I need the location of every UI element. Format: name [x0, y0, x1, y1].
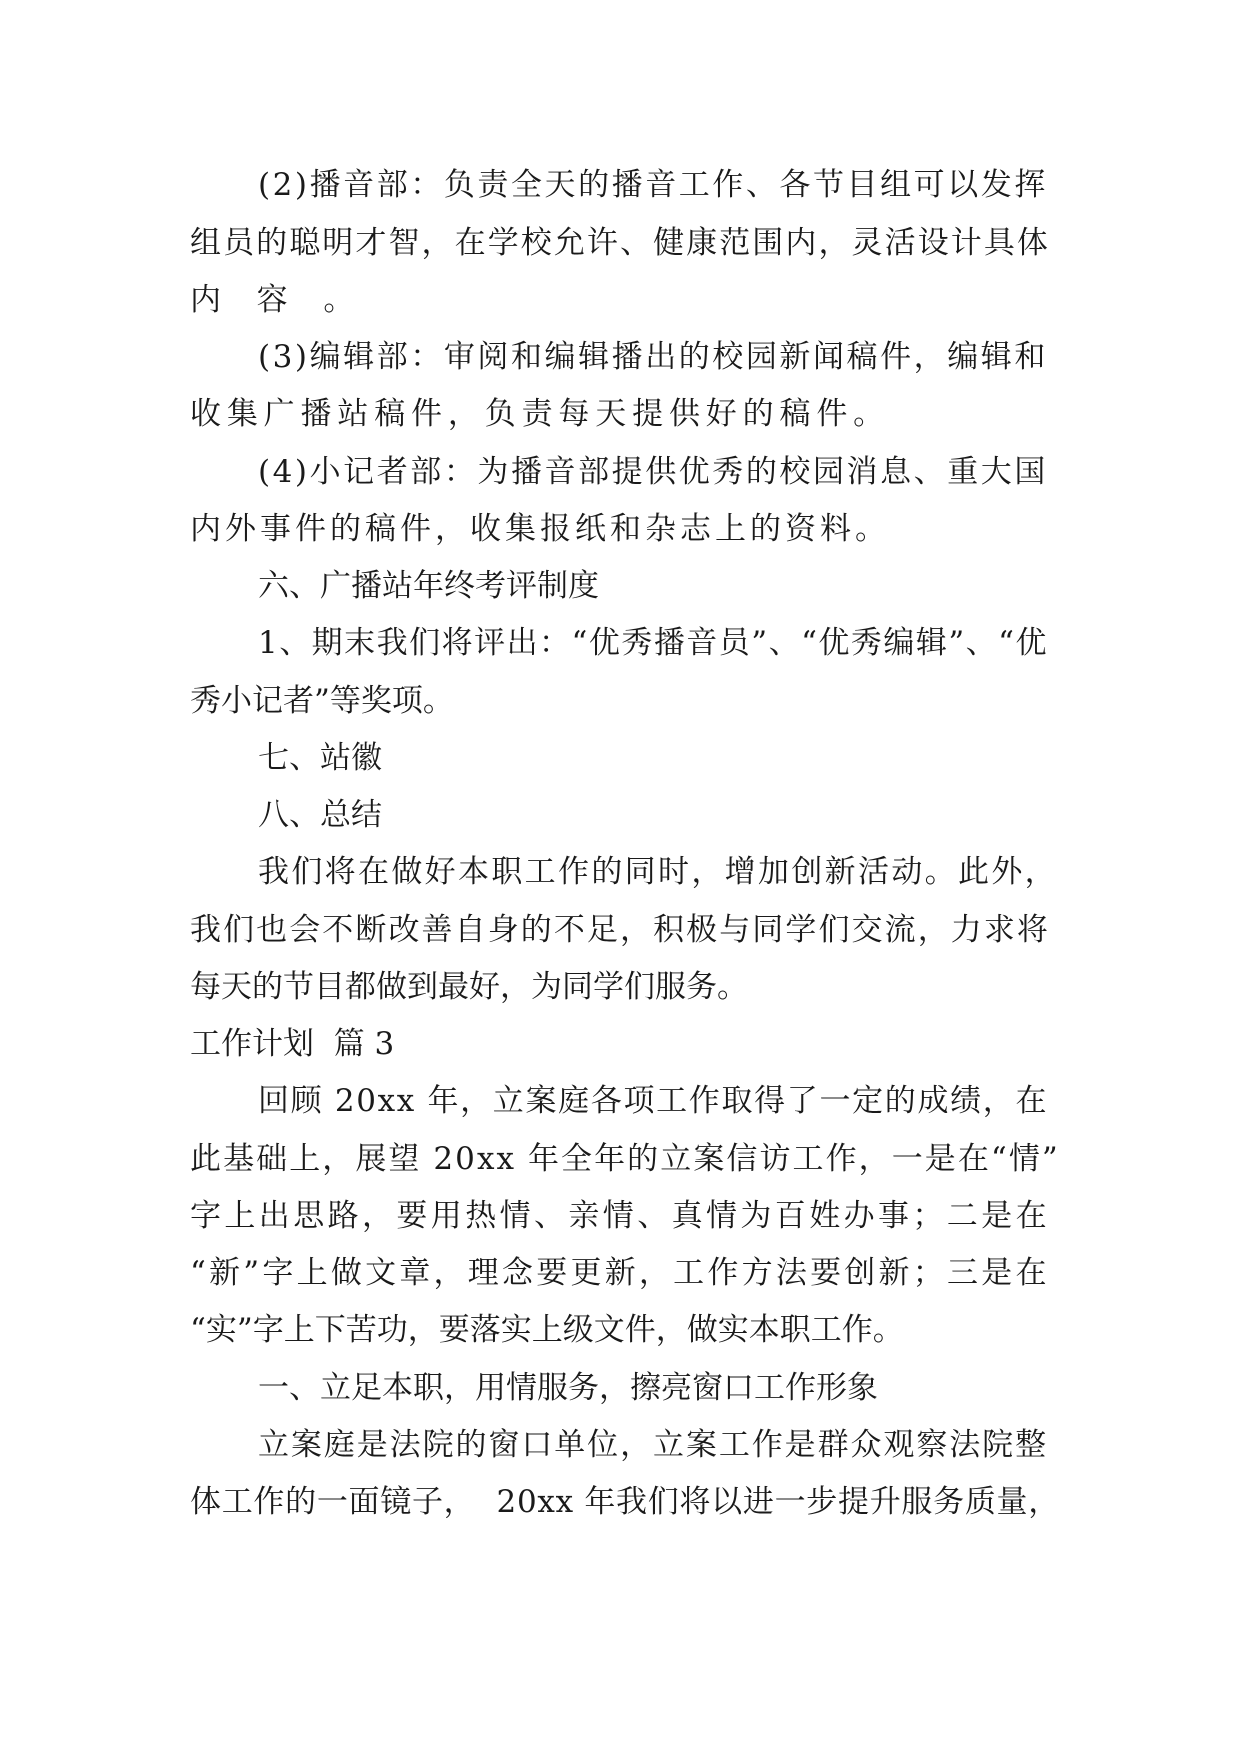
text-line: 体工作的一面镜子， 20xx 年我们将以进一步提升服务质量， [190, 1484, 1060, 1520]
text-line: 我们将在做好本职工作的同时，增加创新活动。此外， [258, 854, 1058, 890]
section-heading: 八、总结 [258, 797, 382, 833]
text-line: (2)播音部：负责全天的播音工作、各节目组可以发挥 [258, 167, 1048, 203]
text-line: “实”字上下苦功，要落实上级文件，做实本职工作。 [190, 1312, 904, 1348]
text-line: 内容。 [190, 282, 390, 318]
text-line: 1、期末我们将评出：“优秀播音员”、“优秀编辑”、“优 [258, 625, 1048, 661]
text-line: 回顾 20xx 年，立案庭各项工作取得了一定的成绩，在 [258, 1083, 1049, 1119]
text-line: 每天的节目都做到最好，为同学们服务。 [190, 969, 748, 1005]
section-heading: 七、站徽 [258, 740, 382, 776]
section-heading: 一、立足本职，用情服务，擦亮窗口工作形象 [258, 1370, 878, 1406]
text-line: 收集广播站稿件，负责每天提供好的稿件。 [190, 396, 890, 432]
text-line: 字上出思路，要用热情、亲情、真情为百姓办事；二是在 [190, 1198, 1050, 1234]
text-line: 秀小记者”等奖项。 [190, 683, 454, 719]
text-line: 内外事件的稿件，收集报纸和杂志上的资料。 [190, 511, 890, 547]
text-line: 立案庭是法院的窗口单位，立案工作是群众观察法院整 [258, 1427, 1048, 1463]
text-line: 此基础上，展望 20xx 年全年的立案信访工作，一是在“情” [190, 1141, 1060, 1177]
text-line: (4)小记者部：为播音部提供优秀的校园消息、重大国 [258, 454, 1048, 490]
text-line: 组员的聪明才智，在学校允许、健康范围内，灵活设计具体 [190, 225, 1050, 261]
text-line: 我们也会不断改善自身的不足，积极与同学们交流，力求将 [190, 912, 1050, 948]
section-title: 工作计划 篇 3 [190, 1026, 395, 1062]
section-heading: 六、广播站年终考评制度 [258, 568, 599, 604]
text-line: (3)编辑部：审阅和编辑播出的校园新闻稿件，编辑和 [258, 339, 1048, 375]
text-line: “新”字上做文章，理念要更新，工作方法要创新；三是在 [190, 1255, 1050, 1291]
